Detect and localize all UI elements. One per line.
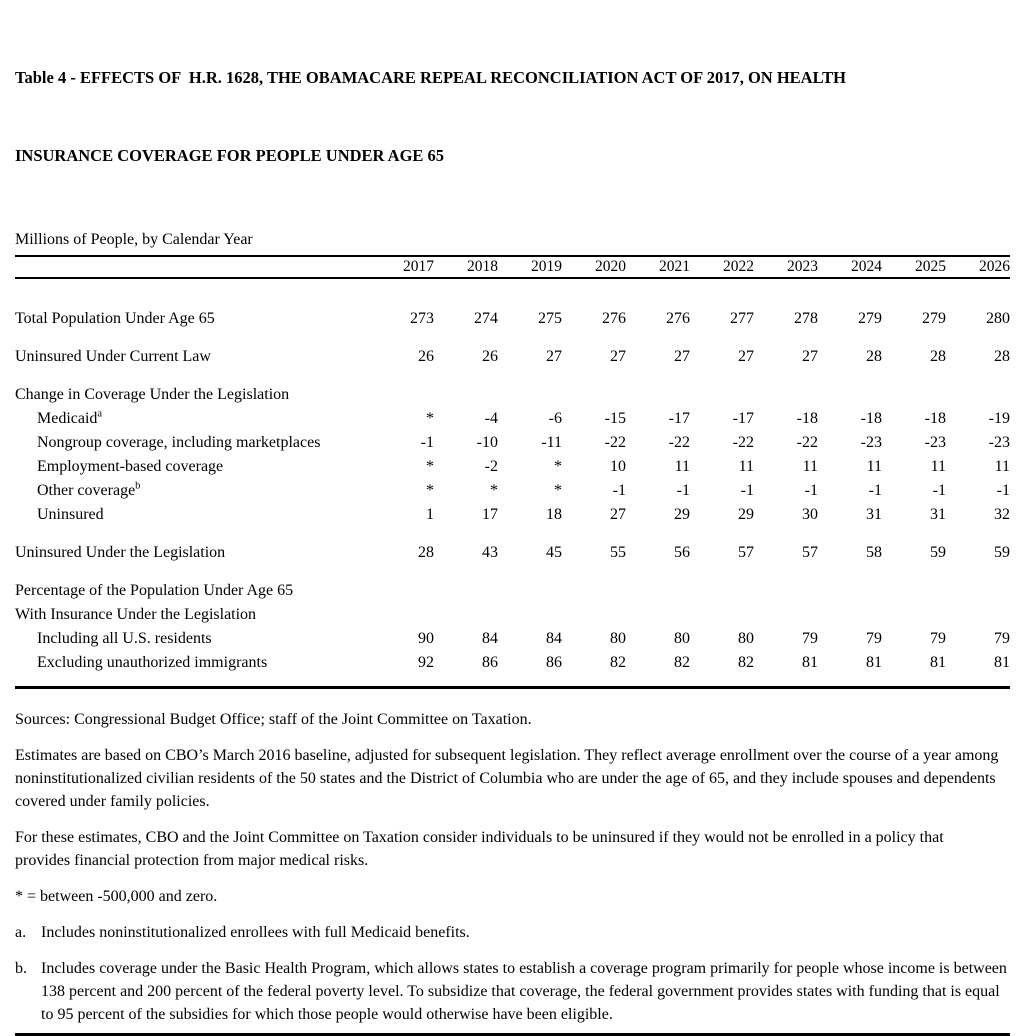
value-cell: -22 [668,434,690,451]
value-cell: 27 [738,348,754,365]
value-cell: * [554,458,562,475]
value-cell: 10 [610,458,626,475]
row-label: Employment-based coverage [37,458,224,475]
value-cell: * [426,410,434,427]
value-cell: 31 [866,506,882,523]
value-cell: -17 [732,410,754,427]
asterisk-key-note: * = between -500,000 and zero. [15,888,218,905]
value-cell: 86 [546,654,562,671]
value-cell: 82 [738,654,754,671]
footnote-b-marker: b. [15,960,27,977]
footnote-reference: b [135,480,141,492]
section-header-row [15,383,1010,407]
row-label: Other coverage$^b$ [37,480,141,499]
value-cell: 26 [482,348,498,365]
value-cell: 280 [986,310,1010,327]
value-cell: -1 [868,482,882,499]
value-cell: -23 [988,434,1010,451]
row-label: Nongroup coverage, including marketplaces [37,434,321,451]
value-cell: 18 [546,506,562,523]
value-cell: 11 [738,458,754,475]
value-cell: 11 [674,458,690,475]
table-body [15,279,1010,675]
row-label: Change in Coverage Under the Legislation [15,386,290,403]
value-cell: -1 [676,482,690,499]
estimates-note: Estimates are based on CBO’s March 2016 baseline, adjusted for subsequent legislation. They reflect average enrollment over the course of a year among noninstitutionalized civilian residents of the 50 states and the District of Columbia who are under the age of 65, and they include spouses and dependents covered under family policies. [15,747,999,810]
table-row [15,345,1010,369]
value-cell: 82 [610,654,626,671]
row-label: Uninsured [37,506,104,523]
footnote-reference: a [97,408,103,420]
value-cell: -10 [476,434,498,451]
value-cell: 80 [610,630,626,647]
value-cell: 81 [930,654,946,671]
value-cell: 81 [802,654,818,671]
footnotes [15,708,1010,1026]
value-cell: 11 [866,458,882,475]
row-label: Total Population Under Age 65 [15,310,215,327]
value-cell: 275 [538,310,562,327]
value-cell: -22 [732,434,754,451]
table-bottom-rule [15,686,1010,689]
value-cell: 86 [482,654,498,671]
value-cell: 276 [602,310,626,327]
year-column-header: 2023 [787,258,818,275]
value-cell: 55 [610,544,626,561]
table-row [15,651,1010,675]
row-label: Uninsured Under the Legislation [15,544,226,561]
value-cell: 1 [426,506,434,523]
value-cell: 27 [610,506,626,523]
table-row [15,541,1010,565]
value-cell: -1 [740,482,754,499]
value-cell: -23 [924,434,946,451]
table-title [15,13,1010,221]
value-cell: 28 [418,544,434,561]
table-subtitle: Millions of People, by Calendar Year [15,231,253,248]
value-cell: 81 [994,654,1010,671]
value-cell: 31 [930,506,946,523]
value-cell: 28 [994,348,1010,365]
value-cell: -19 [988,410,1010,427]
value-cell: 57 [802,544,818,561]
table-row [15,503,1010,527]
value-cell: -11 [541,434,562,451]
value-cell: * [490,482,498,499]
value-cell: 29 [738,506,754,523]
value-cell: -1 [420,434,434,451]
value-cell: 58 [866,544,882,561]
value-cell: -2 [484,458,498,475]
table-row [15,455,1010,479]
year-column-header: 2021 [659,258,690,275]
value-cell: 90 [418,630,434,647]
value-cell: 273 [410,310,434,327]
value-cell: 28 [866,348,882,365]
year-column-header: 2017 [403,258,434,275]
value-cell: 279 [922,310,946,327]
section-header-row [15,579,1010,603]
footnote-a-marker: a. [15,924,27,941]
value-cell: 84 [482,630,498,647]
value-cell: -1 [612,482,626,499]
value-cell: -23 [860,434,882,451]
value-cell: 84 [546,630,562,647]
value-cell: 27 [610,348,626,365]
value-cell: 17 [482,506,498,523]
footnote-a [15,921,1010,944]
sources-note: Sources: Congressional Budget Office; staff of the Joint Committee on Taxation. [15,711,532,728]
value-cell: 27 [546,348,562,365]
value-cell: 11 [994,458,1010,475]
row-label: Uninsured Under Current Law [15,348,211,365]
value-cell: 277 [730,310,754,327]
row-label: Excluding unauthorized immigrants [37,654,268,671]
section-header-row [15,603,1010,627]
value-cell: -17 [668,410,690,427]
year-column-header: 2026 [979,258,1010,275]
value-cell: * [426,482,434,499]
year-column-header: 2018 [467,258,498,275]
value-cell: 57 [738,544,754,561]
value-cell: 32 [994,506,1010,523]
value-cell: -1 [932,482,946,499]
value-cell: -15 [604,410,626,427]
row-label: With Insurance Under the Legislation [15,606,257,623]
table-row [15,627,1010,651]
value-cell: -4 [484,410,498,427]
year-column-header: 2025 [915,258,946,275]
value-cell: 274 [474,310,498,327]
value-cell: 59 [994,544,1010,561]
year-column-header: 2022 [723,258,754,275]
value-cell: -18 [796,410,818,427]
value-cell: * [554,482,562,499]
value-cell: 278 [794,310,818,327]
value-cell: 80 [738,630,754,647]
year-column-header: 2024 [851,258,882,275]
footnote-b [15,957,1010,1026]
value-cell: 27 [674,348,690,365]
value-cell: 30 [802,506,818,523]
table-row [15,479,1010,503]
value-cell: -6 [548,410,562,427]
value-cell: 80 [674,630,690,647]
value-cell: 29 [674,506,690,523]
value-cell: 79 [994,630,1010,647]
row-label: Percentage of the Population Under Age 65 [15,582,294,599]
table-header-row [15,257,1010,277]
table-title-line2: INSURANCE COVERAGE FOR PEOPLE UNDER AGE 65 [15,146,445,165]
table-row [15,407,1010,431]
value-cell: -22 [604,434,626,451]
value-cell: 26 [418,348,434,365]
value-cell: * [426,458,434,475]
value-cell: 27 [802,348,818,365]
value-cell: 11 [802,458,818,475]
value-cell: -1 [996,482,1010,499]
value-cell: 43 [482,544,498,561]
value-cell: 276 [666,310,690,327]
year-column-header: 2019 [531,258,562,275]
value-cell: 81 [866,654,882,671]
footnote-a-text: Includes noninstitutionalized enrollees with full Medicaid benefits. [41,924,470,941]
value-cell: 279 [858,310,882,327]
definition-note: For these estimates, CBO and the Joint Committee on Taxation consider individuals to be uninsured if they would not be enrolled in a policy that provides financial protection from major medical risks. [15,829,944,869]
value-cell: -22 [796,434,818,451]
value-cell: 79 [930,630,946,647]
value-cell: 11 [930,458,946,475]
value-cell: -1 [804,482,818,499]
table-row [15,431,1010,455]
value-cell: 56 [674,544,690,561]
row-label: Medicaid$^a$ [37,408,103,427]
value-cell: 59 [930,544,946,561]
value-cell: -18 [924,410,946,427]
value-cell: 79 [866,630,882,647]
value-cell: 92 [418,654,434,671]
value-cell: 45 [546,544,562,561]
value-cell: 82 [674,654,690,671]
footnote-b-text: Includes coverage under the Basic Health Program, which allows states to establish a coverage program primarily for people whose income is between 138 percent and 200 percent of the federal poverty level. To subsidize that coverage, the federal government provides states with funding that is equal to 95 percent of the subsidies for which those people would otherwise have been eligible. [41,960,1007,1023]
year-column-header: 2020 [595,258,626,275]
value-cell: 28 [930,348,946,365]
value-cell: -18 [860,410,882,427]
table-row [15,307,1010,331]
table-title-line1: Table 4 - EFFECTS OF H.R. 1628, THE OBAMACARE REPEAL RECONCILIATION ACT OF 2017, ON HEALTH [15,68,846,87]
row-label: Including all U.S. residents [37,630,212,647]
value-cell: 79 [802,630,818,647]
